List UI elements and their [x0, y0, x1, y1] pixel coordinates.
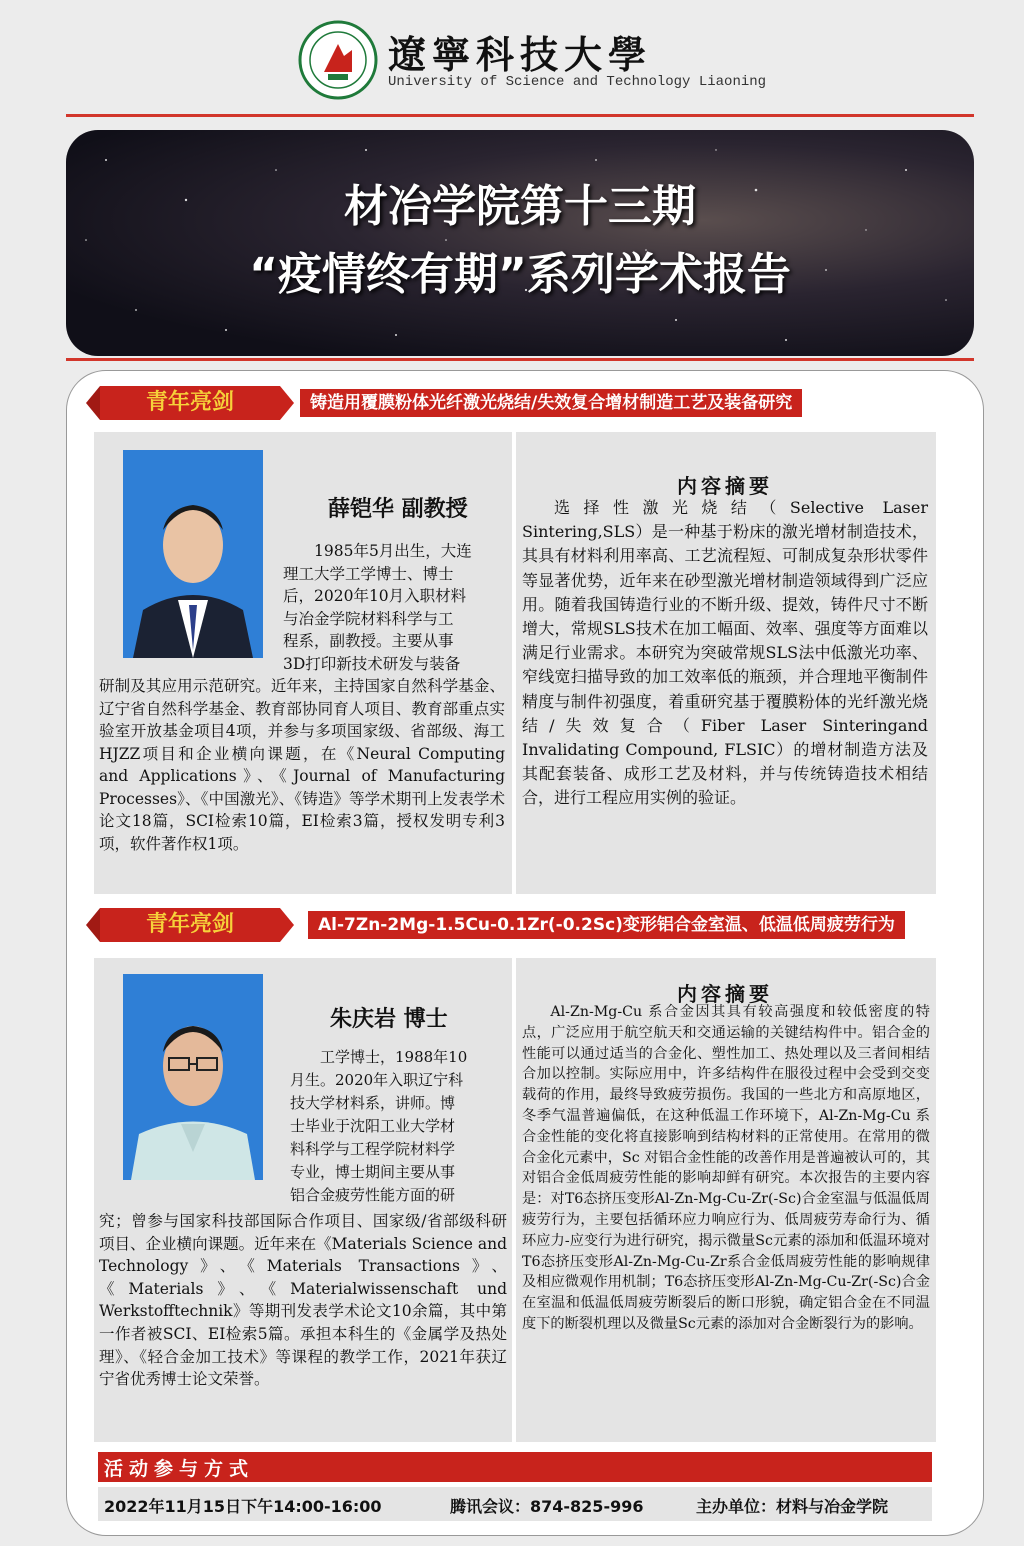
talk1-bio-rest: 研制及其应用示范研究。近年来，主持国家自然科学基金、辽宁省自然科学基金、教育部协同育人项目、教育部重点实验室开放基金项目4项，并参与多项国家级、省部级、海工HJZZ项目和企业横向课题，在《Neural Computing and Applications》、《Journal of Manufacturing Processes》、《中国激光》、《铸造》等学术期刊上发表学术论文18篇，SCI检索10篇，EI检索3篇，授权发明专利3项，软件著作权1项。: [99, 677, 505, 853]
bio-line: 料科学与工程学院材料学: [290, 1140, 456, 1158]
bio-line: 程系，副教授。主要从事: [283, 632, 454, 650]
activity-label: 活动参与方式: [104, 1458, 255, 1480]
talk2-abstract-title: 内容摘要: [677, 982, 773, 1006]
bio-line: 1985年5月出生，大连: [314, 542, 472, 560]
talk2-header: [100, 908, 934, 942]
bio-line: 工学博士，1988年10: [320, 1048, 468, 1066]
talk1-title: 铸造用覆膜粉体光纤激光烧结/失效复合增材制造工艺及装备研究: [300, 389, 802, 417]
banner-title-line1: 材冶学院第十三期: [344, 181, 696, 232]
talk2-speaker-name: 朱庆岩 博士: [330, 1007, 448, 1032]
talk2-abstract: Al-Zn-Mg-Cu 系合金因其具有较高强度和较低密度的特点，广泛应用于航空航天和交通运输的关键结构件中。铝合金的性能可以通过适当的合金化、塑性加工、热处理以及三者间相结合加以控制。实际应用中，许多结构件在服役过程中会受到交变载荷的作用，最终导致疲劳损伤。我国的一些北方和高原地区，冬季气温普遍偏低，在这种低温工作环境下，Al-Zn-Mg-Cu 系合金性能的变化将直接影响到结构材料的正常使用。在常用的微合金化元素中，Sc 对铝合金性能的改善作用是普遍被认可的，其对铝合金低周疲劳性能的影响却鲜有研究。本次报告的主要内容是：对T6态挤压变形Al-Zn-Mg-Cu-Zr(-Sc)合金室温与低温低周疲劳行为，主要包括循环应力响应行为、低周疲劳寿命行为、循环应力-应变行为进行研究，揭示微量Sc元素的添加和低温环境对T6态挤压变形Al-Zn-Mg-Cu-Zr系合金低周疲劳性能的影响规律及相应微观作用机制；T6态挤压变形Al-Zn-Mg-Cu-Zr(-Sc)合金在室温和低温低周疲劳断裂后的断口形貌，确定铝合金在不同温度下的断裂机理以及微量Sc元素的添加对合金断裂行为的影响。: [522, 1004, 930, 1332]
bio-line: 专业，博士期间主要从事: [290, 1163, 456, 1181]
bio-line: 铝合金疲劳性能方面的研: [290, 1186, 456, 1204]
talk1-abstract-title: 内容摘要: [677, 474, 773, 498]
university-logo: [298, 20, 378, 100]
bio-line: 士毕业于沈阳工业大学材: [290, 1117, 456, 1135]
bio-line: 后，2020年10月入职材料: [283, 587, 467, 605]
talk1-header: [100, 386, 934, 420]
talk1-speaker-photo: [123, 450, 263, 658]
talk2-bio-top: [290, 1046, 506, 1207]
activity-meeting: 腾讯会议：874-825-996: [450, 1497, 644, 1516]
talk1-speaker-name: 薛铠华 副教授: [328, 497, 468, 522]
talk2-speaker-photo: [123, 974, 263, 1180]
talk1-tag: 青年亮剑: [100, 386, 280, 420]
divider-banner: [66, 358, 974, 361]
bio-line: 理工大学工学博士、博士: [283, 564, 454, 583]
activity-time: 2022年11月15日下午14:00-16:00: [104, 1497, 382, 1516]
talk2-tag: 青年亮剑: [100, 908, 280, 942]
bio-line: 技大学材料系，讲师。博: [290, 1094, 456, 1112]
title-banner: [66, 130, 974, 356]
activity-host: 主办单位：材料与冶金学院: [696, 1497, 889, 1516]
banner-title-line2: “疫情终有期”系列学术报告: [249, 249, 791, 300]
talk2-title: Al-7Zn-2Mg-1.5Cu-0.1Zr(-0.2Sc)变形铝合金室温、低温低周疲劳行为: [308, 911, 905, 939]
bio-line: 月生。2020年入职辽宁科: [290, 1071, 464, 1089]
university-name-en: University of Science and Technology Liaoning: [388, 74, 767, 90]
university-name-cn: 遼寧科技大學: [388, 32, 653, 77]
talk2-bio-rest: 究；曾参与国家科技部国际合作项目、国家级/省部级科研项目、企业横向课题。近年来在《Materials Science and Technology》、《Materials Transactions》、《Materials》、《Materialwissenschaft und Werkstofftechnik》等期刊发表学术论文10余篇，其中第一作者被SCI、EI检索5篇。承担本科生的《金属学及热处理》、《轻合金加工技术》等课程的教学工作，2021年获辽宁省优秀博士论文荣誉。: [99, 1212, 507, 1389]
divider-top: [66, 114, 974, 117]
talk1-bio-top: [283, 540, 493, 675]
talk1-abstract: 选择性激光烧结（Selective Laser Sintering,SLS）是一种基于粉床的激光增材制造技术，其具有材料利用率高、工艺流程短、可制成复杂形状零件等显著优势，近年来在砂型激光增材制造领域得到广泛应用。随着我国铸造行业的不断升级、提效，铸件尺寸不断增大，常规SLS技术在加工幅面、效率、强度等方面难以满足行业需求。本研究为突破常规SLS法中低激光功率、窄线宽扫描导致的加工效率低的瓶颈，并合理地平衡制件精度与制件初强度，着重研究基于覆膜粉体的光纤激光烧结/失效复合（Fiber Laser Sinteringand Invalidating Compound, FLSIC）的增材制造方法及其配套装备、成形工艺及材料，并与传统铸造技术相结合，进行工程应用实例的验证。: [522, 498, 928, 808]
bio-line: 与冶金学院材料科学与工: [283, 609, 454, 628]
bio-line: 3D打印新技术研发与装备: [283, 654, 461, 673]
